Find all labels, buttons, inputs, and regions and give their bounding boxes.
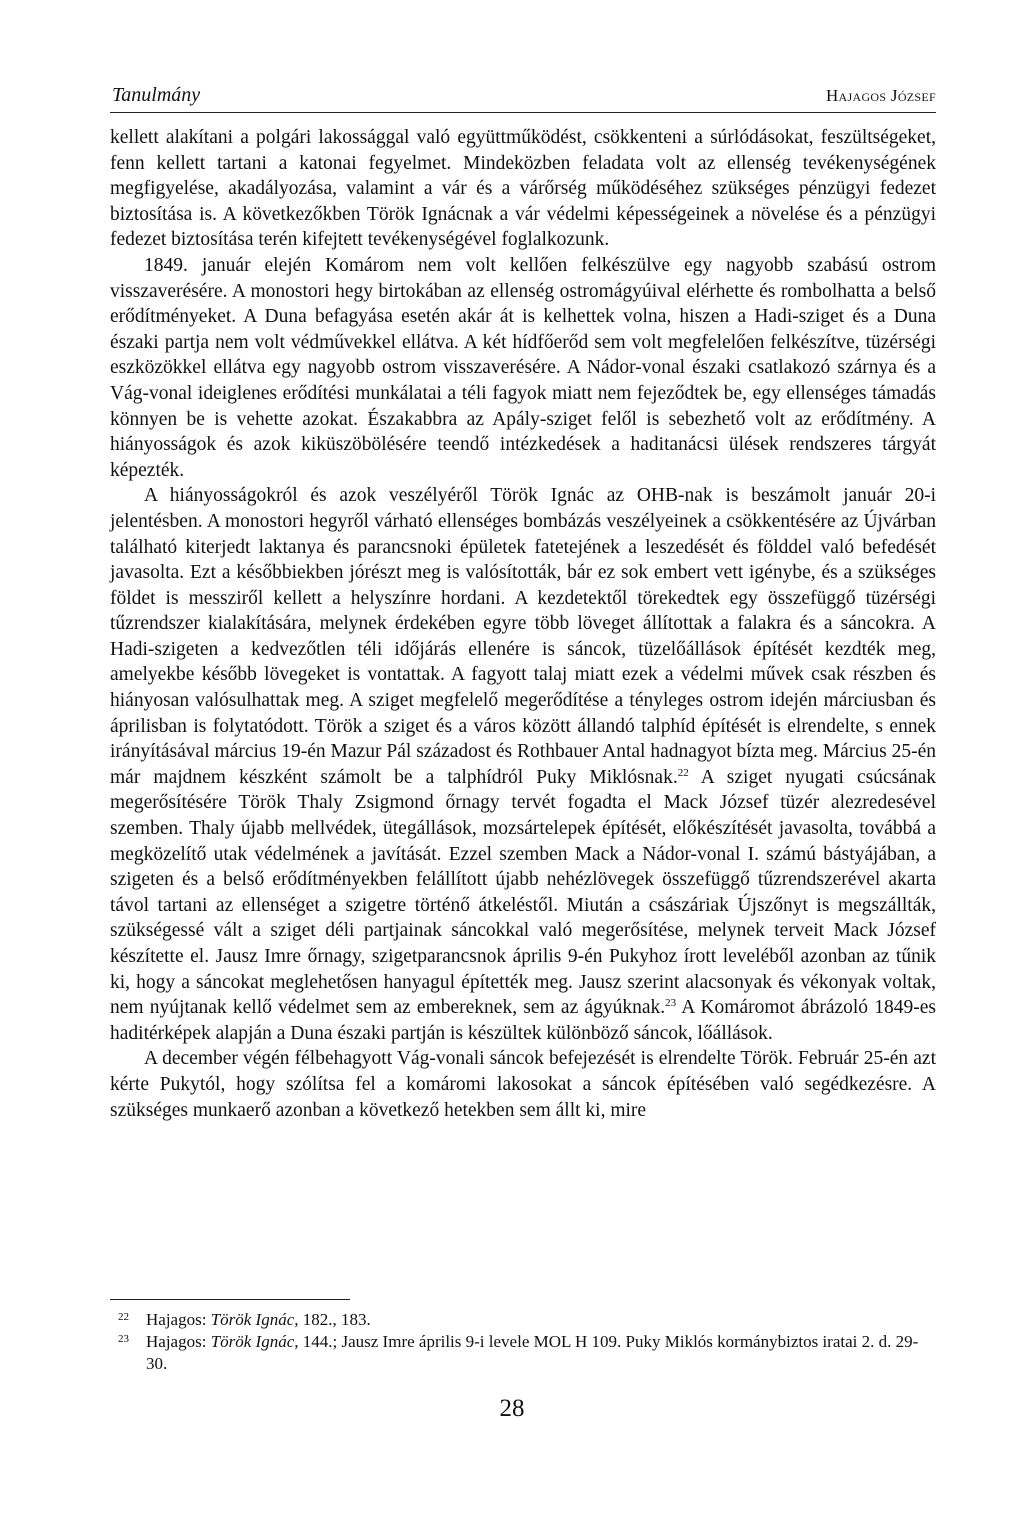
footnote-text: Hajagos: [146,1310,211,1329]
paragraph: A december végén félbehagyott Vág-vonali sáncok befejezését is elrendelte Török. Február 25-én azt kérte Pukytól, hogy szólítsa fel a komáromi lakosokat a sáncok építésében való segédkezésre. A szükséges munkaerő azonban a következő hetekben sem állt ki, mire [110,1048,936,1121]
paragraph: 1849. január elején Komárom nem volt kellően felkészülve egy nagyobb szabású ostrom visszaverésére. A monostori hegy birtokában az ellenség ostromágyúival elérhette és rombolhatta a belső erődítményeket. A Duna befagyása esetén akár át is kelhettek volna, hiszen a Hadi-sziget és a Duna északi partja nem volt védművekkel ellátva. A két hídfőerőd sem volt megfelelően felkészítve, tüzérségi eszközökkel ellátva egy nagyobb ostrom visszaverésére. A Nádor-vonal északi csatlakozó szárnya és a Vág-vonal ideiglenes erődítési munkálatai a téli fagyok miatt nem fejeződtek be, egy ellenséges támadás könnyen be is vehette azokat. Északabbra az Apály-sziget felől is sebezhető volt az erődítmény. A hiányosságok és azok kiküszöbölésére teendő intézkedések a haditanácsi ülések rendszeres tárgyát képezték. [110,254,936,481]
page-number: 28 [499,1395,525,1422]
footnote-number: 22 [118,1311,129,1323]
running-header [110,82,936,113]
author-name: Hajagos József [825,86,936,105]
footnotes [110,1309,936,1375]
footnote-text: 182., 183. [298,1310,371,1329]
footnote-text: Hajagos: [146,1332,211,1351]
footnote [110,1331,936,1375]
paragraph: kellett alakítani a polgári lakossággal való együttműködést, csökkenteni a súrlódásokat, feszültségeket, fenn kellett tartani a katonai fegyelmet. Mindeközben feladata volt az ellenség tevékenységének megfigyelése, akadályozása, valamint a vár és a várőrség működéséhez szükséges pénzügyi fedezet biztosítása is. A következőkben Török Ignácnak a vár védelmi képességeinek a növelése és a pénzügyi fedezet biztosítása terén kifejtett tevékenységével foglalkozunk. [110,127,936,251]
paragraph-text: A sziget nyugati csúcsának megerősítésére Török Thaly Zsigmond őrnagy tervét fogadta el Mack József tüzér alezredesével szemben. Thaly újabb mellvédek, ütegállások, mozsártelepek építését, előkészítését javasolta, továbbá a megközelítő utak védelmének a javítását. Ezzel szemben Mack a Nádor-vonal I. számú bástyájában, a szigeten és a belső erődítményekben felállított újabb nehézlövegek összefüggő tűzrendszerével akarta távol tartani az ellenséget a szigetre történő átkeléstől. Miután a császáriak Újszőnyt is megszállták, szükségessé vált a sziget déli partjainak sáncokkal való megerősítése, melynek terveit Mack József készítette el. Jausz Imre őrnagy, szigetparancsnok április 9-én Pukyhoz írott leveléből azonban az tűnik ki, hogy a sáncokat meglehetősen hanyagul építették meg. Jausz szerint alacsonyak és vékonyak voltak, nem nyújtanak kellő védelmet sem az embereknek, sem az ágyúknak. [110,766,936,1019]
footnote-marker[interactable]: 22 [677,766,689,779]
footnote-number: 23 [118,1333,129,1345]
footnote-marker[interactable]: 23 [665,997,677,1010]
footnote-work-title: Török Ignác, [210,1310,299,1329]
paragraph [110,483,936,1046]
section-title: Tanulmány [112,84,201,106]
footnote-text: 144.; Jausz Imre április 9-i levele MOL H 109. Puky Miklós kormánybiztos iratai 2. d. 29-30. [146,1332,919,1373]
paragraph-text: A hiányosságokról és azok veszélyéről Török Ignác az OHB-nak is beszámolt január 20-i jelentésben. A monostori hegyről várható ellenséges bombázás veszélyeinek a csökkentésére az Újvárban található kiterjedt laktanya és parancsnoki épületek fatetejének a leszedését és földdel való befedését javasolta. Ezt a későbbiekben jórészt meg is valósították, bár ez sok embert vett igénybe, és a szükséges földet is messziről kellett a helyszínre hordani. A kezdetektől törekedtek egy összefüggő tüzérségi tűzrendszer kialakítására, melynek érdekében egyre több löveget állítottak a falakra és a sáncokra. A Hadi-szigeten a kedvezőtlen téli időjárás ellenére is sáncok, tüzelőállások építését kezdték meg, amelyekbe később lövegeket is vontattak. A fagyott talaj miatt ezek a védelmi művek csak részben és hiányosan valósulhattak meg. A sziget megfelelő megerődítése a tényleges ostrom idején márciusban és áprilisban is folytatódott. Török a sziget és a város között állandó talphíd építését is elrendelte, s ennek irányításával március 19-én Mazur Pál századost és Rothbauer Antal hadnagyot bízta meg. Március 25-én már majdnem készként számolt be a talphídról Puky Miklósnak. [110,485,936,788]
main-text [110,125,936,1123]
paragraph-text: A Komáromot ábrázoló 1849-es haditérképek alapján a Duna északi partján is készültek különböző sáncok, lőállások. [110,997,936,1044]
footnote [110,1309,936,1331]
footnote-divider [110,1299,350,1300]
footnote-work-title: Török Ignác, [210,1332,299,1351]
